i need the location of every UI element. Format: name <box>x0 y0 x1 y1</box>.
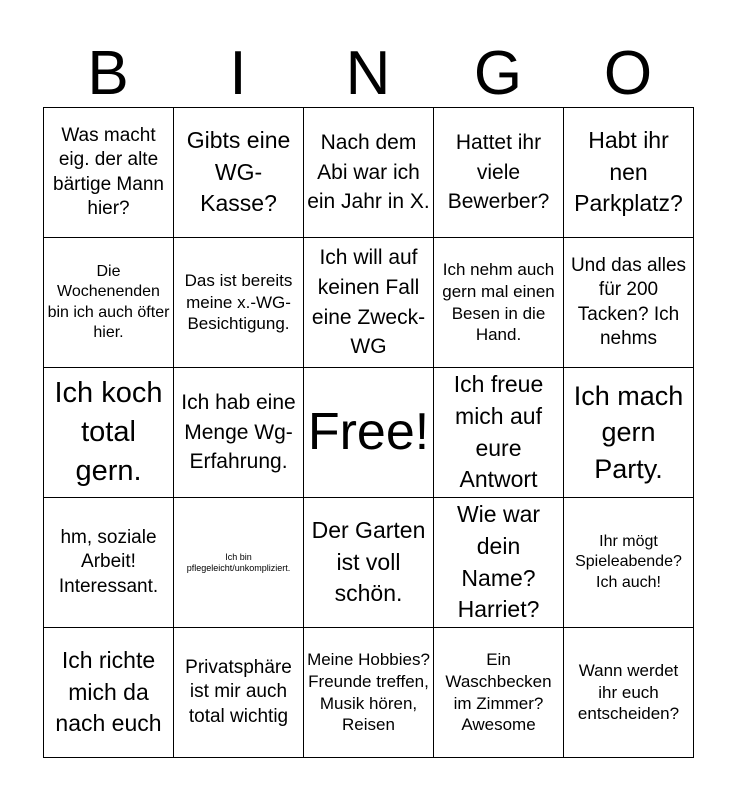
cell-text: Ich hab eine Menge Wg-Erfahrung. <box>181 390 296 474</box>
bingo-cell-r3c2[interactable] <box>174 368 304 498</box>
bingo-cell-r4c3[interactable] <box>304 498 434 628</box>
cell-text: Wann werdet ihr euch entscheiden? <box>577 660 680 724</box>
cell-text: Hattet ihr viele Bewerber? <box>447 130 550 214</box>
cell-text: Wie war dein Name? Harriet? <box>456 501 541 623</box>
cell-text: Ich freue mich auf eure Antwort <box>453 371 544 493</box>
cell-text: Ich richte mich da nach euch <box>55 646 162 737</box>
cell-text: Habt ihr nen Parkplatz? <box>574 126 683 217</box>
bingo-cell-r1c5[interactable] <box>564 108 694 238</box>
bingo-cell-r5c1[interactable] <box>44 628 174 758</box>
bingo-cell-r1c1[interactable] <box>44 108 174 238</box>
bingo-cell-r1c2[interactable] <box>174 108 304 238</box>
cell-text: Privatsphäre ist mir auch total wichtig <box>185 657 292 727</box>
bingo-header <box>43 40 693 108</box>
cell-text: Meine Hobbies? Freunde treffen, Musik hören, Reisen <box>307 650 430 735</box>
bingo-cell-r4c2[interactable] <box>174 498 304 628</box>
bingo-cell-r1c3[interactable] <box>304 108 434 238</box>
cell-text: Die Wochenenden bin ich auch öfter hier. <box>47 262 170 341</box>
cell-text: Der Garten ist voll schön. <box>311 516 426 607</box>
bingo-cell-r3c1[interactable] <box>44 368 174 498</box>
cell-text: Gibts eine WG-Kasse? <box>186 126 291 217</box>
header-letter-i: I <box>229 39 247 108</box>
cell-text: Was macht eig. der alte bärtige Mann hier? <box>53 124 164 219</box>
cell-text: Ich will auf keinen Fall eine Zweck-WG <box>311 245 426 359</box>
bingo-cell-r5c2[interactable] <box>174 628 304 758</box>
header-letter-n: N <box>345 39 391 108</box>
header-letter-g: G <box>473 39 523 108</box>
cell-text: Und das alles für 200 Tacken? Ich nehms <box>570 254 687 349</box>
bingo-cell-r1c4[interactable] <box>434 108 564 238</box>
bingo-cell-r2c1[interactable] <box>44 238 174 368</box>
cell-text: Ein Waschbecken im Zimmer? Awesome <box>445 650 552 735</box>
cell-text: Nach dem Abi war ich ein Jahr in X. <box>307 130 430 214</box>
cell-text: Das ist bereits meine x.-WG-Besichtigung. <box>184 270 293 334</box>
bingo-cell-r4c5[interactable] <box>564 498 694 628</box>
bingo-cell-r4c4[interactable] <box>434 498 564 628</box>
cell-text: Ich nehm auch gern mal einen Besen in die Hand. <box>442 260 555 345</box>
bingo-grid <box>43 107 694 758</box>
bingo-cell-free[interactable] <box>304 368 434 498</box>
cell-text: Ich bin pflegeleicht/unkompliziert. <box>186 551 291 573</box>
header-letter-o: O <box>603 39 653 108</box>
free-space-text: Free! <box>307 402 430 461</box>
bingo-cell-r3c5[interactable] <box>564 368 694 498</box>
bingo-cell-r4c1[interactable] <box>44 498 174 628</box>
bingo-cell-r5c3[interactable] <box>304 628 434 758</box>
bingo-cell-r2c5[interactable] <box>564 238 694 368</box>
bingo-cell-r3c4[interactable] <box>434 368 564 498</box>
bingo-cell-r2c2[interactable] <box>174 238 304 368</box>
bingo-cell-r5c4[interactable] <box>434 628 564 758</box>
cell-text: hm, soziale Arbeit! Interessant. <box>58 527 159 597</box>
cell-text: Ihr mögt Spieleabende? Ich auch! <box>575 532 682 591</box>
header-letter-b: B <box>87 39 129 108</box>
cell-text: Ich mach gern Party. <box>573 380 684 484</box>
cell-text: Ich koch total gern. <box>54 377 163 487</box>
bingo-cell-r5c5[interactable] <box>564 628 694 758</box>
bingo-cell-r2c4[interactable] <box>434 238 564 368</box>
bingo-cell-r2c3[interactable] <box>304 238 434 368</box>
